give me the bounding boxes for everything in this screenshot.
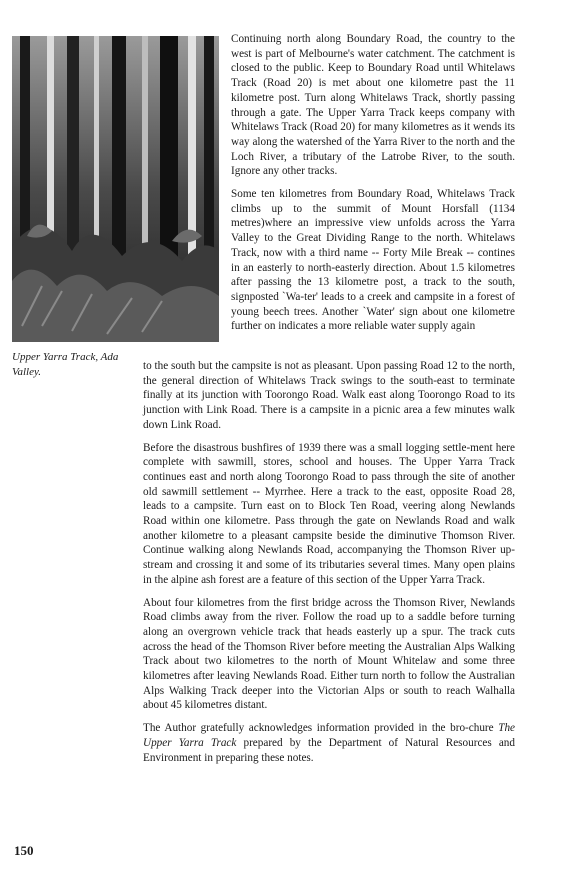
- acknowledgement-text: prepared by the Department of Natural Resources and Environment in preparing these notes.: [143, 736, 515, 764]
- forest-photo: [12, 36, 219, 342]
- text-column-top: [231, 32, 515, 342]
- paragraph: Continuing north along Boundary Road, the country to the west is part of Melbourne's water catchment. The catchment is closed to the public. Keep to Boundary Road until Whitelaws Track (Road 20) is met about one kilometre past the 11 kilometre post. Turn along Whitelaws Track, shortly passing through a gate. The Upper Yarra Track keeps company with Whitelaws Track (Road 20) for many kilometres as it wends its way along the watershed of the Yarra River to the north and the Loch River, a tributary of the Latrobe River, to the south. Ignore any other tracks.: [231, 33, 515, 178]
- acknowledgement-text: The Author gratefully acknowledges information provided in the bro-chure: [143, 722, 499, 735]
- paragraph: to the south but the campsite is not as pleasant. Upon passing Road 12 to the north, the general direction of Whitelaws Track swings to the south-east to terminate finally at its junction with Toorongo Road. Walk east along Toorongo Road to its junction with Link Road. There is a campsite in a picnic area a few minutes walk down Link Road.: [143, 360, 515, 431]
- paragraph: [143, 721, 515, 765]
- text-column-full: [143, 359, 515, 773]
- publication-title: The Upper Yarra Track: [143, 722, 515, 749]
- paragraph: About four kilometres from the first bridge across the Thomson River, Newlands Road climbs away from the river. Follow the road up to a saddle before turning along an overgrown vehicle track that heads easterly up a spur. The track cuts across the head of the Thomson River before meeting the Australian Alps Walking Track about two kilometres to the north of Mount Whitelaw and some three kilometres after leaving Newlands Road. Either turn north to follow the Australian Alps Walking Track deeper into the Victorian Alps or south to reach Walhalla about 45 kilometres distant.: [143, 596, 515, 712]
- forest-photo-image: [12, 36, 219, 342]
- paragraph: Before the disastrous bushfires of 1939 there was a small logging settle-ment here complete with sawmill, stores, school and houses. The Upper Yarra Track continues east and north along Toorongo Road to pass through the site of another old sawmill settlement -- Myrrhee. Here a track to the east, opposite Road 28, leads to a campsite. Turn east on to Block Ten Road, veering along Newlands Road within one kilometre. Pass through the gate on Newlands Road and walk another kilometre to a pleasant campsite beside the diminutive Thomson River. Continue walking along Newlands Road, accompanying the Thomson River up-stream and crossing it and some of its tributaries several times. Many open plains in the alpine ash forest are a feature of this section of the Upper Yarra Track.: [143, 441, 515, 586]
- photo-caption: Upper Yarra Track, Ada Valley.: [12, 351, 119, 378]
- page-number: 150: [14, 843, 34, 858]
- paragraph: Some ten kilometres from Boundary Road, Whitelaws Track climbs up to the summit of Mount Horsfall (1134 metres)where an impressive view unfolds across the Yarra Valley to the Great Dividing Range to the north. Whitelaws Track, now with a third name -- Forty Mile Break -- contines in an easterly to north-easterly direction. About 1.5 kilometres after passing the 13 kilometre post, a track to the south, signposted `Wa-ter' leads to a creek and campsite in a forest of young beech trees. Another `Water' sign about one kilometre further on indicates a more reliable water supply again: [231, 188, 515, 333]
